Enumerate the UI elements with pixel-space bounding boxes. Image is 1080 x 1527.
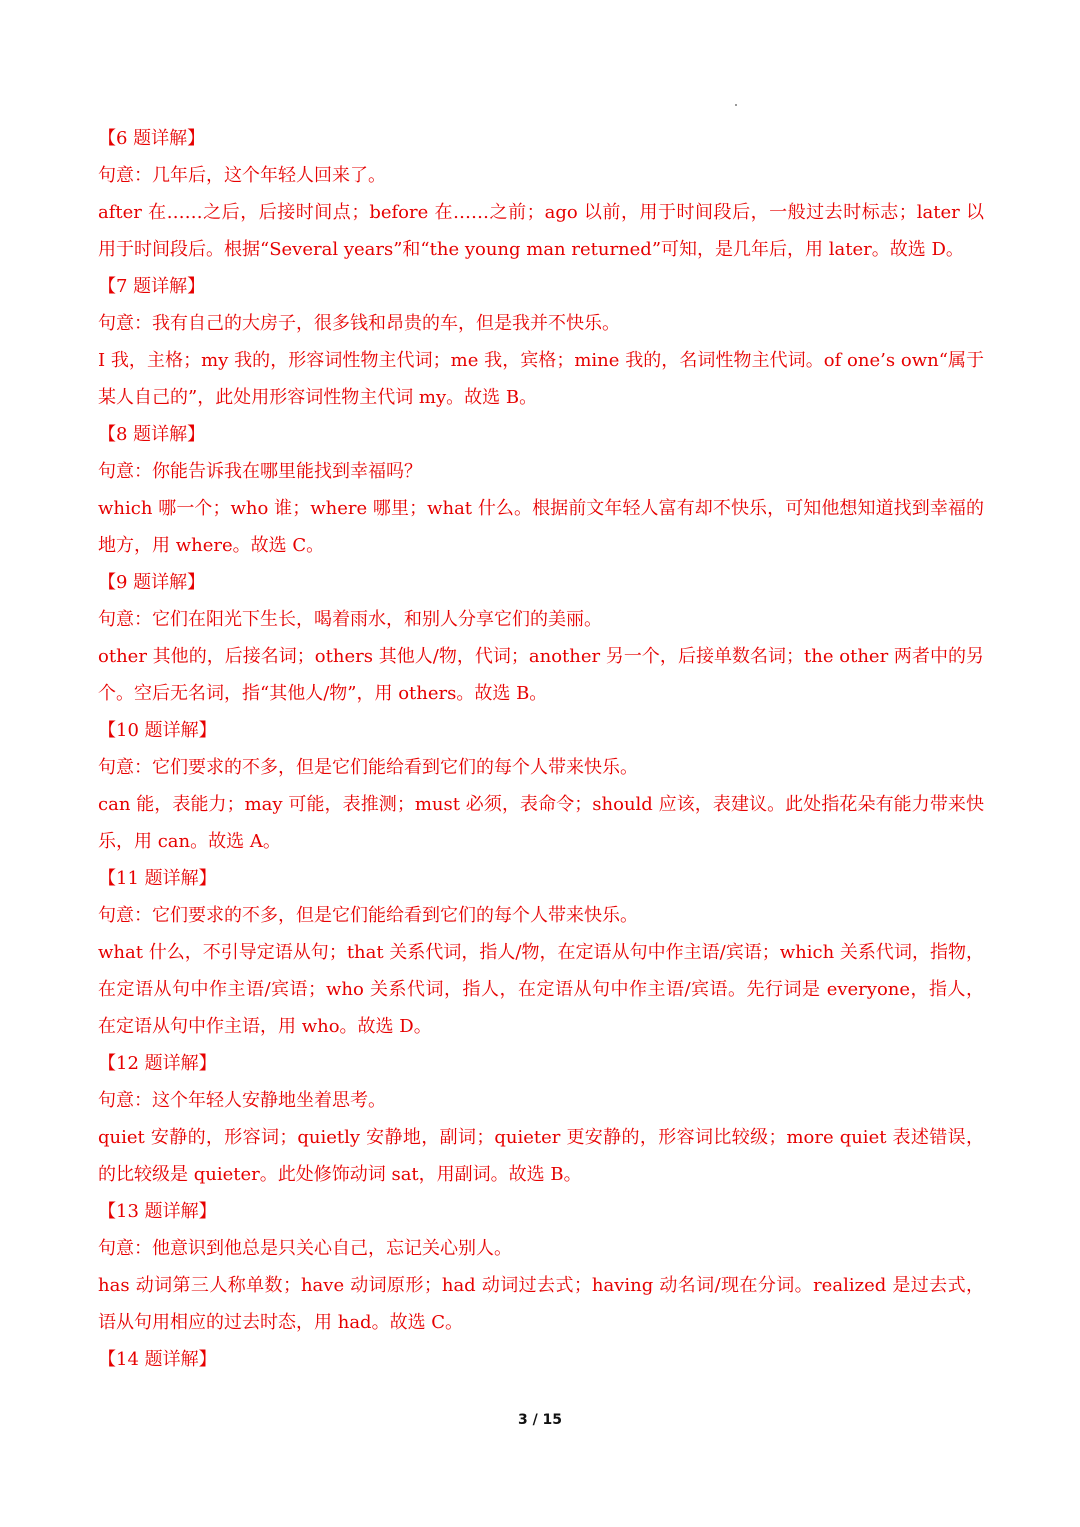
explanation-q10-line1: can 能，表能力；may 可能，表推测；must 必须，表命令；should 应该，表建议。此处指花朵有能力带来快 [98, 794, 984, 815]
explanation-q8-line2: 地方，用 where。故选 C。 [98, 535, 325, 556]
explanation-q11-line1: what 什么，不引导定语从句；that 关系代词，指人/物，在定语从句中作主语/宾语；which 关系代词，指物， [98, 942, 984, 963]
explanation-q9-line2: 个。空后无名词，指“其他人/物”，用 others。故选 B。 [98, 683, 548, 704]
scan-dot [735, 104, 737, 106]
heading-q10: 【10 题详解】 [98, 720, 217, 741]
heading-q11: 【11 题详解】 [98, 868, 217, 889]
heading-q13: 【13 题详解】 [98, 1201, 217, 1222]
document-body [98, 120, 984, 1378]
explanation-q12-line2: 的比较级是 quieter。此处修饰动词 sat，用副词。故选 B。 [98, 1164, 582, 1185]
explanation-q7-line2: 某人自己的”，此处用形容词性物主代词 my。故选 B。 [98, 387, 538, 408]
heading-q6: 【6 题详解】 [98, 128, 206, 149]
heading-q9: 【9 题详解】 [98, 572, 206, 593]
heading-q14: 【14 题详解】 [98, 1349, 217, 1370]
page-number: 3 / 15 [517, 1412, 563, 1428]
explanation-q13-line2: 语从句用相应的过去时态，用 had。故选 C。 [98, 1312, 464, 1333]
explanation-q12-line1: quiet 安静的，形容词；quietly 安静地，副词；quieter 更安静的，形容词比较级；more quiet 表述错误， [98, 1127, 984, 1148]
explanation-q13-line1: has 动词第三人称单数；have 动词原形；had 动词过去式；having 动名词/现在分词。realized 是过去式， [98, 1275, 984, 1296]
translation-q8: 句意：你能告诉我在哪里能找到幸福吗？ [98, 461, 422, 482]
translation-q13: 句意：他意识到他总是只关心自己，忘记关心别人。 [98, 1238, 512, 1259]
explanation-q11-line2: 在定语从句中作主语/宾语；who 关系代词，指人，在定语从句中作主语/宾语。先行词是 everyone，指人， [98, 979, 984, 1000]
heading-q8: 【8 题详解】 [98, 424, 206, 445]
explanation-q7-line1: I 我，主格；my 我的，形容词性物主代词；me 我，宾格；mine 我的，名词性物主代词。of one’s own“属于 [98, 350, 984, 371]
explanation-q11-line3: 在定语从句中作主语，用 who。故选 D。 [98, 1016, 432, 1037]
translation-q11: 句意：它们要求的不多，但是它们能给看到它们的每个人带来快乐。 [98, 905, 638, 926]
explanation-q9-line1: other 其他的，后接名词；others 其他人/物，代词；another 另一个，后接单数名词；the other 两者中的另 [98, 646, 984, 667]
translation-q7: 句意：我有自己的大房子，很多钱和昂贵的车，但是我并不快乐。 [98, 313, 620, 334]
translation-q12: 句意：这个年轻人安静地坐着思考。 [98, 1090, 386, 1111]
translation-q6: 句意：几年后，这个年轻人回来了。 [98, 165, 386, 186]
translation-q9: 句意：它们在阳光下生长，喝着雨水，和别人分享它们的美丽。 [98, 609, 602, 630]
translation-q10: 句意：它们要求的不多，但是它们能给看到它们的每个人带来快乐。 [98, 757, 638, 778]
explanation-q6-line2: 用于时间段后。根据“Several years”和“the young man returned”可知，是几年后，用 later。故选 D。 [98, 239, 964, 260]
heading-q7: 【7 题详解】 [98, 276, 206, 297]
explanation-q10-line2: 乐，用 can。故选 A。 [98, 831, 281, 852]
explanation-q8-line1: which 哪一个；who 谁；where 哪里；what 什么。根据前文年轻人富有却不快乐，可知他想知道找到幸福的 [98, 498, 984, 519]
explanation-q6-line1: after 在……之后，后接时间点；before 在……之前；ago 以前，用于时间段后，一般过去时标志；later 以 [98, 202, 984, 223]
heading-q12: 【12 题详解】 [98, 1053, 217, 1074]
